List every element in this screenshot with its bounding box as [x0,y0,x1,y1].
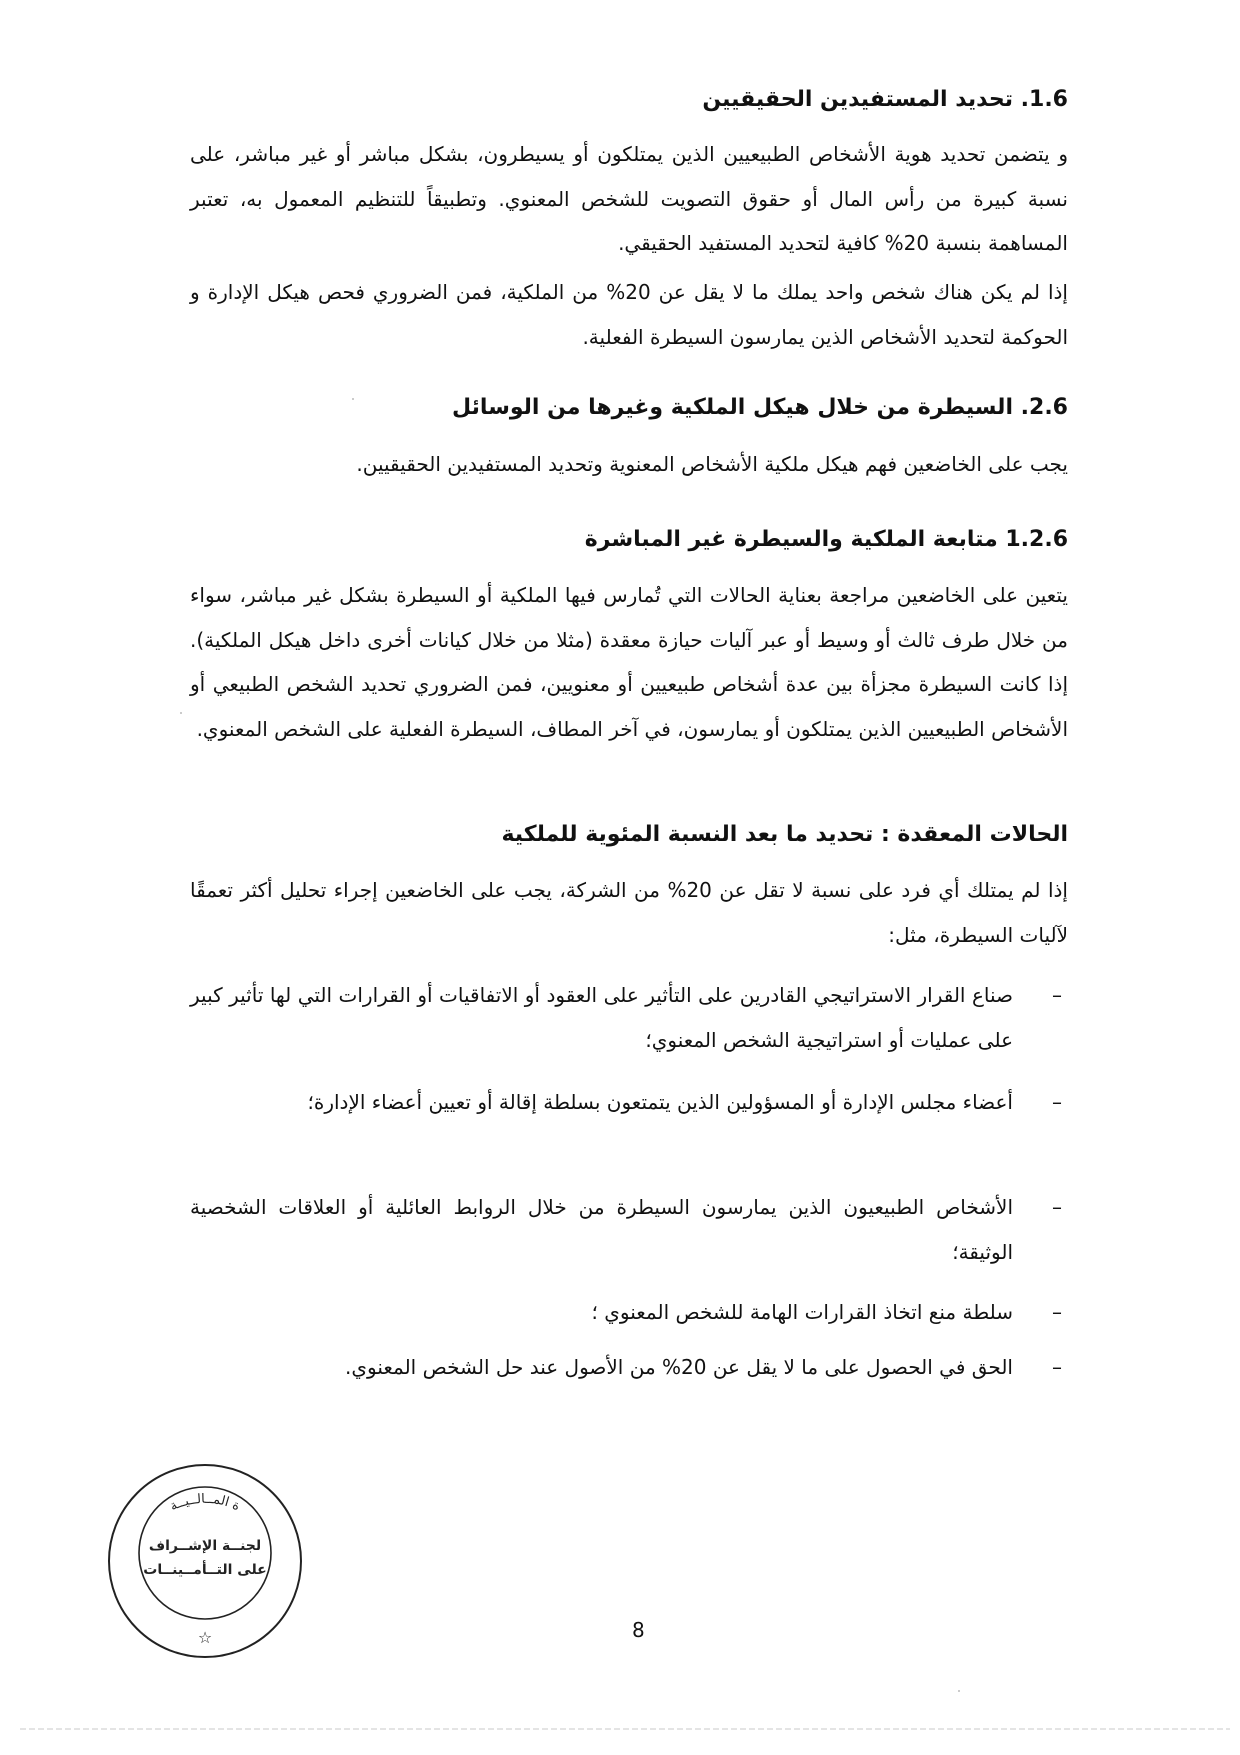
list-item-text: صناع القرار الاستراتيجي القادرين على التأثير على العقود أو الاتفاقيات أو القرارات التي لها تأثير كبير على عمليات أو استراتيجية الشخص المعنوي؛ [190,983,1013,1052]
scan-artifact-line [20,1728,1230,1730]
scan-speck [352,398,354,400]
section-heading-2-6: 2.6. السيطرة من خلال هيكل الملكية وغيرها من الوسائل [452,395,1068,420]
bullet-dash: – [1052,983,1062,1007]
stamp-inner-line-2: على التــأمــينــات [143,1562,267,1578]
stamp-inner-line-1: لجنــة الإشــراف [148,1538,262,1554]
complex-cases-paragraph: إذا لم يمتلك أي فرد على نسبة لا تقل عن 20% من الشركة، يجب على الخاضعين إجراء تحليل أكثر تعمقًا لآليات السيطرة، مثل: [190,878,1068,947]
bullet-dash: – [1052,1300,1062,1324]
page-number: 8 [632,1618,645,1642]
list-item [190,973,1068,1062]
bullet-dash: – [1052,1090,1062,1114]
section-heading-1-2-6: 1.2.6 متابعة الملكية والسيطرة غير المباشرة [584,527,1068,552]
list-item [190,1290,1068,1335]
section-heading-1-6: 1.6. تحديد المستفيدين الحقيقيين [702,87,1068,112]
list-item-text: سلطة منع اتخاذ القرارات الهامة للشخص المعنوي ؛ [591,1300,1013,1324]
list-item [190,1345,1068,1390]
list-item-text: أعضاء مجلس الإدارة أو المسؤولين الذين يتمتعون بسلطة إقالة أو تعيين أعضاء الإدارة؛ [307,1090,1013,1114]
list-item [190,1185,1068,1274]
scan-speck [180,712,182,714]
stamp-outer-text: ة المــالــيــة [167,1491,243,1515]
section-2-6-paragraph: يجب على الخاضعين فهم هيكل ملكية الأشخاص المعنوية وتحديد المستفيدين الحقيقيين. [356,452,1068,476]
official-stamp [105,1458,305,1663]
list-item-text: الحق في الحصول على ما لا يقل عن 20% من الأصول عند حل الشخص المعنوي. [345,1355,1013,1379]
list-item-text: الأشخاص الطبيعيون الذين يمارسون السيطرة من خلال الروابط العائلية أو العلاقات الشخصية الوثيقة؛ [190,1195,1013,1264]
complex-cases-heading: الحالات المعقدة : تحديد ما بعد النسبة المئوية للملكية [501,822,1068,847]
section-1-6-paragraph-1: و يتضمن تحديد هوية الأشخاص الطبيعيين الذين يمتلكون أو يسيطرون، بشكل مباشر أو غير مباشر، على نسبة كبيرة من رأس المال أو حقوق التصويت للشخص المعنوي. وتطبيقاً للتنظيم المعمول به، تعتبر المساهمة بنسبة 20% كافية لتحديد المستفيد الحقيقي. [190,142,1068,255]
scan-speck [958,1690,960,1692]
bullet-dash: – [1052,1195,1062,1219]
bullet-dash: – [1052,1355,1062,1379]
list-item [190,1080,1068,1125]
star-icon: ☆ [197,1628,213,1647]
section-1-6-paragraph-2: إذا لم يكن هناك شخص واحد يملك ما لا يقل عن 20% من الملكية، فمن الضروري فحص هيكل الإدارة و الحوكمة لتحديد الأشخاص الذين يمارسون السيطرة الفعلية. [190,280,1068,349]
section-1-2-6-paragraph: يتعين على الخاضعين مراجعة بعناية الحالات التي تُمارس فيها الملكية أو السيطرة بشكل غير مباشر، سواء من خلال طرف ثالث أو وسيط أو عبر آليات حيازة معقدة (مثلا من خلال كيانات أخرى داخل هيكل الملكية). إذا كانت السيطرة مجزأة بين عدة أشخاص طبيعيين أو معنويين، فمن الضروري تحديد الشخص الطبيعي أو الأشخاص الطبيعيين الذين يمتلكون أو يمارسون، في آخر المطاف، السيطرة الفعلية على الشخص المعنوي. [190,583,1068,741]
